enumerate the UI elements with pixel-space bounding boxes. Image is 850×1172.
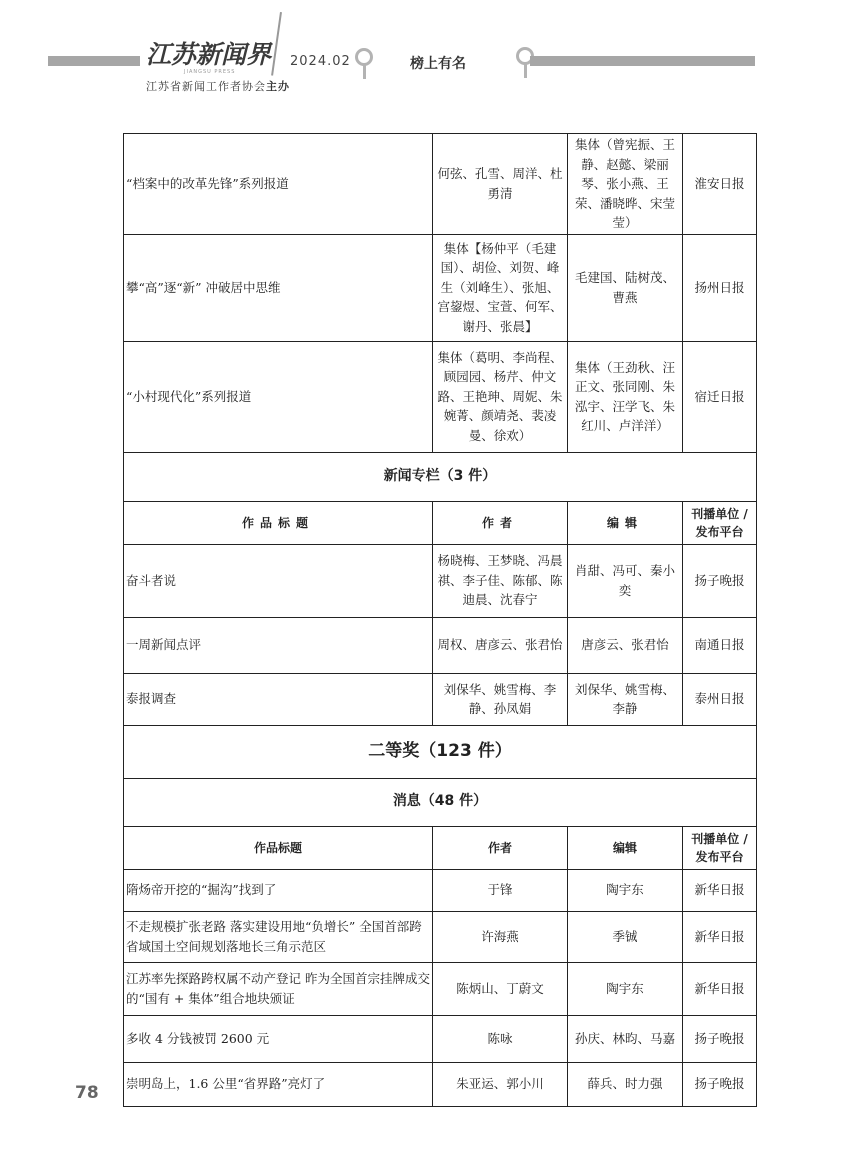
work-author: 于锋 [433,869,568,911]
work-title: 江苏率先探路跨权属不动产登记 昨为全国首宗挂牌成交的“国有 + 集体”组合地块颁证 [124,962,433,1015]
section-heading-row [124,452,757,501]
issue-number: 2024.02 [290,54,351,69]
work-outlet: 新华日报 [683,911,757,962]
news-section-heading: 消息（48 件） [124,778,757,826]
work-author: 周权、唐彦云、张君怡 [433,617,568,673]
work-editor: 薛兵、时力强 [568,1062,683,1106]
header-row [124,826,757,869]
header-author: 作者 [433,826,568,869]
header-outlet: 刊播单位 / 发布平台 [683,826,757,869]
work-outlet: 扬子晚报 [683,1062,757,1106]
work-outlet: 扬子晚报 [683,544,757,617]
section-heading-row [124,778,757,826]
table-row [124,1062,757,1106]
work-title: 奋斗者说 [124,544,433,617]
sponsor-line [146,78,290,94]
header-author: 作者 [433,501,568,544]
work-editor: 季铖 [568,911,683,962]
work-title: 不走规模扩张老路 落实建设用地“负增长” 全国首部跨省域国土空间规划落地长三角示范区 [124,911,433,962]
sponsor-org: 江苏省新闻工作者协会 [146,80,266,93]
header-bar-right [530,56,755,66]
work-outlet: 新华日报 [683,869,757,911]
table-row [124,341,757,452]
work-editor: 集体（曾宪振、王静、赵懿、梁丽琴、张小燕、王荣、潘晓晔、宋莹莹） [568,134,683,235]
work-title: 隋炀帝开挖的“掘沟”找到了 [124,869,433,911]
work-author: 朱亚运、郭小川 [433,1062,568,1106]
magazine-subtitle: JIANGSU PRESS [184,69,236,75]
work-title: 一周新闻点评 [124,617,433,673]
work-author: 杨晓梅、王梦晓、冯晨祺、李子佳、陈郁、陈迪晨、沈春宁 [433,544,568,617]
work-author: 陈炳山、丁蔚文 [433,962,568,1015]
sponsor-suffix: 主办 [266,80,290,93]
table-row [124,911,757,962]
work-outlet: 淮安日报 [683,134,757,235]
header-bar-left [48,56,140,66]
work-author: 集体（葛明、李尚程、顾园园、杨芹、仲文路、王艳珅、周妮、朱婉菁、颜靖尧、裴凌曼、徐欢） [433,341,568,452]
header-title: 作品标题 [124,501,433,544]
work-title: 泰报调查 [124,673,433,725]
magazine-title: 江苏新闻界 [146,40,272,69]
work-editor: 集体（王劲秋、汪正文、张同刚、朱泓宇、汪学飞、朱红川、卢洋洋） [568,341,683,452]
prize-heading-row [124,725,757,778]
work-outlet: 南通日报 [683,617,757,673]
work-editor: 刘保华、姚雪梅、李静 [568,673,683,725]
work-title: 攀“高”逐“新” 冲破居中思维 [124,234,433,341]
table-row [124,544,757,617]
table-row [124,617,757,673]
table-row [124,869,757,911]
work-editor: 陶宇东 [568,962,683,1015]
work-author: 刘保华、姚雪梅、李静、孙凤娟 [433,673,568,725]
header-divider [271,12,282,76]
work-editor: 孙庆、林昀、马嘉 [568,1015,683,1062]
table-row [124,673,757,725]
work-author: 陈咏 [433,1015,568,1062]
work-outlet: 泰州日报 [683,673,757,725]
work-title: “小村现代化”系列报道 [124,341,433,452]
header-row [124,501,757,544]
work-outlet: 宿迁日报 [683,341,757,452]
work-title: 崇明岛上，1.6 公里“省界路”亮灯了 [124,1062,433,1106]
work-outlet: 扬子晚报 [683,1015,757,1062]
work-author: 许海燕 [433,911,568,962]
work-editor: 唐彦云、张君怡 [568,617,683,673]
column-section-heading: 新闻专栏（3 件） [124,452,757,501]
second-prize-heading: 二等奖（123 件） [124,725,757,778]
work-author: 集体【杨仲平（毛建国）、胡俭、刘贺、峰生（刘峰生）、张旭、宫鋆煜、宝萱、何军、谢丹、张晨】 [433,234,568,341]
table-row [124,134,757,235]
table-row [124,962,757,1015]
work-author: 何弦、孔雪、周洋、杜勇清 [433,134,568,235]
header-editor: 编辑 [568,826,683,869]
work-editor: 陶宇东 [568,869,683,911]
work-title: 多收 4 分钱被罚 2600 元 [124,1015,433,1062]
table-row [124,234,757,341]
table-row [124,1015,757,1062]
work-title: “档案中的改革先锋”系列报道 [124,134,433,235]
header-title: 作品标题 [124,826,433,869]
work-editor: 肖甜、冯可、秦小奕 [568,544,683,617]
header-editor: 编辑 [568,501,683,544]
work-editor: 毛建国、陆树茂、曹燕 [568,234,683,341]
work-outlet: 扬州日报 [683,234,757,341]
page-number: 78 [75,1083,99,1103]
work-outlet: 新华日报 [683,962,757,1015]
header-outlet: 刊播单位 / 发布平台 [683,501,757,544]
section-title: 榜上有名 [410,56,466,72]
award-table [123,133,757,1107]
pin-icon [355,48,373,66]
